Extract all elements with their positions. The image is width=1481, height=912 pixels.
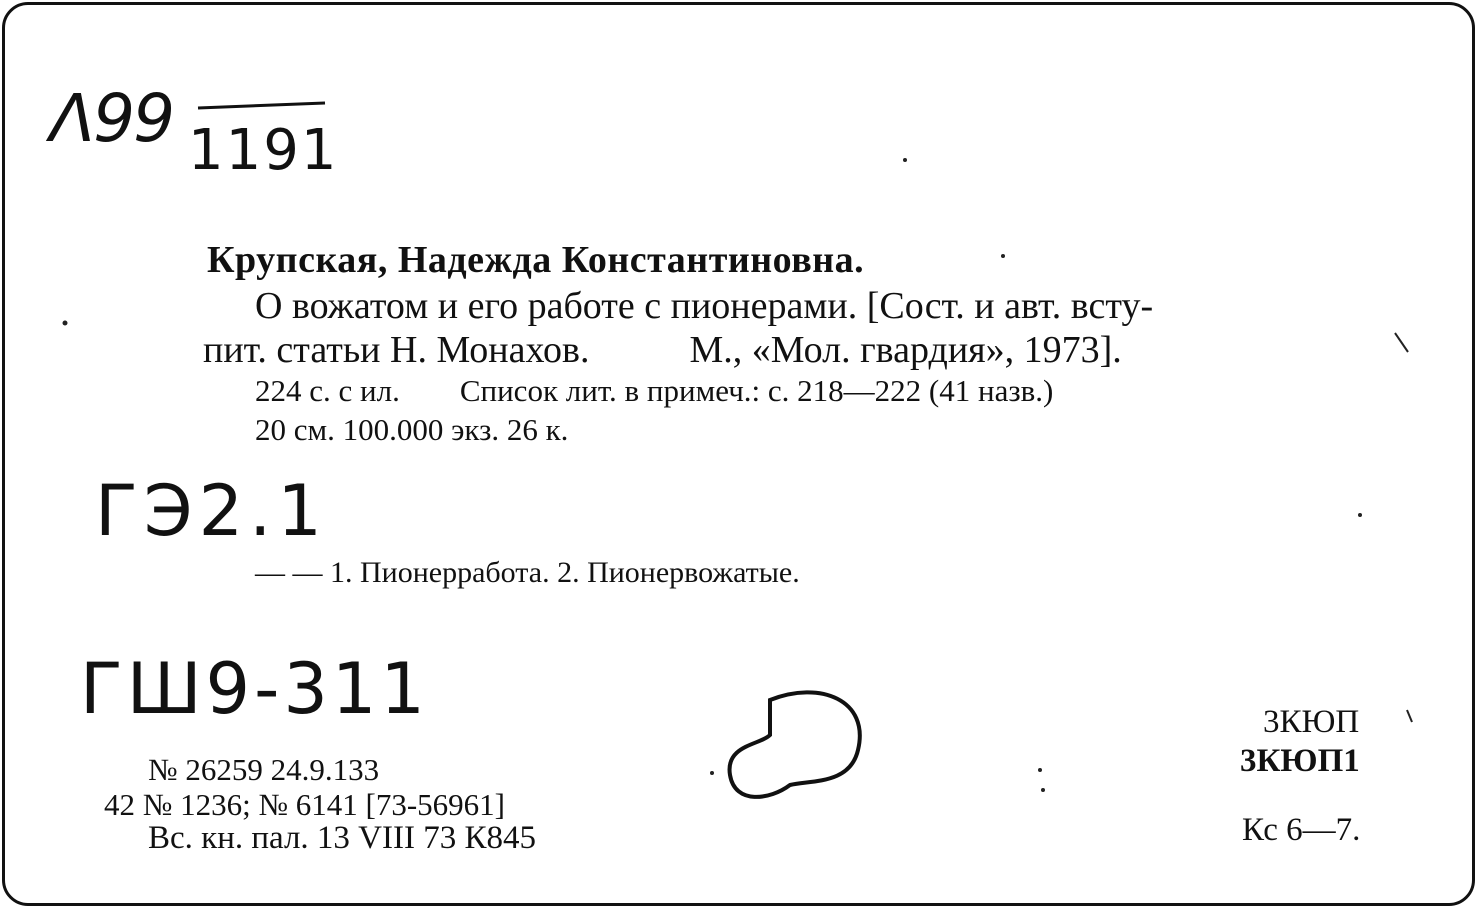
accession-line-3: Вс. кн. пал. 13 VIII 73 К845 [148,820,536,856]
handwritten-shelfmark: Λ99 [50,80,174,157]
pagination-text: 224 с. с ил. [255,373,400,408]
handwritten-classification: ГЭ2.1 [95,470,328,552]
scratch [1407,710,1412,722]
accession-line-1: № 26259 24.9.133 [148,752,380,787]
speck [1358,513,1362,517]
speck [903,158,907,162]
accession-line-2: 42 № 1236; № 6141 [73-56961] [104,787,505,822]
handwritten-code: ГШ9-311 [80,648,429,730]
right-code-3: Кс 6—7. [1242,812,1361,848]
description-line-2: 20 см. 100.000 экз. 26 к. [255,412,569,447]
bibliography-note: Список лит. в примеч.: с. 218—222 (41 назв.) [459,373,1054,408]
shelfmark-overline [198,103,325,108]
imprint-text: М., «Мол. гвардия», 1973]. [689,329,1122,371]
right-code-2: 3КЮП1 [1240,743,1360,779]
author-heading: Крупская, Надежда Константиновна. [207,239,865,281]
speck [63,321,68,326]
compiler-text: пит. статьи Н. Монахов. [203,329,590,371]
title-line-1: О вожатом и его работе с пионерами. [Сост. и авт. всту- [255,285,1154,327]
speck [1038,768,1042,772]
punch-hole-outline [730,692,860,797]
scratch [1395,333,1408,352]
handwritten-shelfmark-sub: 1191 [188,118,339,183]
speck [1041,788,1045,792]
subject-headings: — — 1. Пионерработа. 2. Пионервожатые. [255,556,800,589]
speck [710,771,714,775]
speck [1001,254,1005,258]
right-code-1: 3КЮП [1263,704,1360,740]
